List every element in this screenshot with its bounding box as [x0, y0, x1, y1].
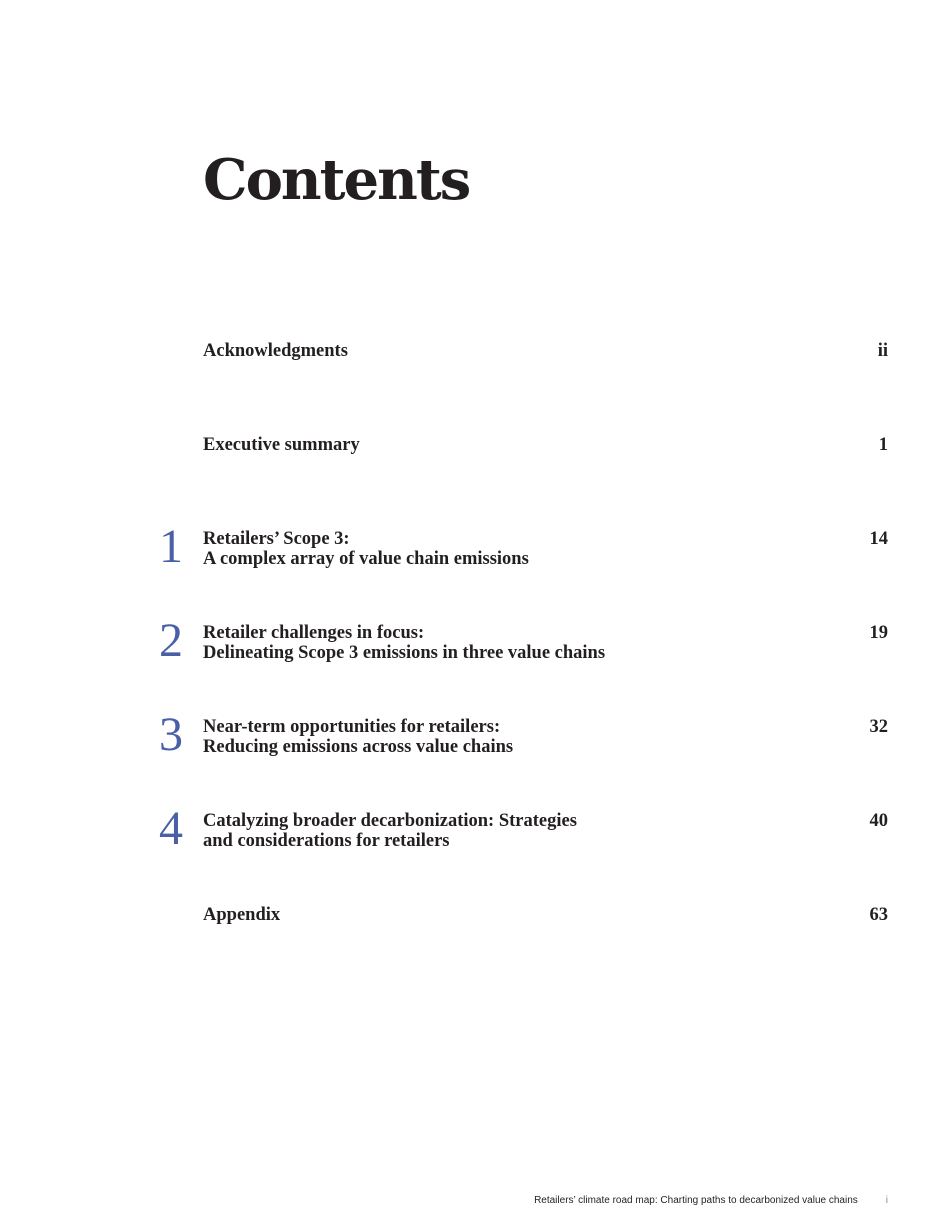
- toc-title-line: Executive summary: [203, 435, 360, 455]
- toc-title: [203, 811, 803, 851]
- toc-page-number: ii: [877, 341, 888, 361]
- toc-title-line: Appendix: [203, 905, 281, 925]
- toc-entry-section-3[interactable]: [0, 708, 950, 777]
- footer-page-number: i: [885, 1195, 888, 1206]
- toc-title-line: Acknowledgments: [203, 341, 348, 361]
- toc-entry-section-4[interactable]: [0, 802, 950, 871]
- toc-page-number: 32: [869, 717, 888, 737]
- toc-section-number: 4: [159, 802, 183, 855]
- toc-page-number: 40: [869, 811, 888, 831]
- toc-title: [203, 341, 803, 361]
- toc-title: [203, 623, 803, 663]
- toc-title: [203, 717, 803, 757]
- toc-page-number: 1: [878, 435, 888, 455]
- toc-section-number: 2: [159, 614, 183, 667]
- toc-section-number: 1: [159, 520, 183, 573]
- toc-title: [203, 905, 803, 925]
- toc-title-line: Reducing emissions across value chains: [203, 737, 514, 757]
- toc-title-line: Retailer challenges in focus:: [203, 623, 425, 643]
- toc-title-line: Near-term opportunities for retailers:: [203, 717, 501, 737]
- toc-page-number: 14: [869, 529, 888, 549]
- page-title: Contents: [203, 147, 470, 213]
- toc-entry-appendix[interactable]: [0, 905, 950, 965]
- toc-page-number: 19: [869, 623, 888, 643]
- page-footer: [534, 1194, 888, 1208]
- toc-title: [203, 435, 803, 455]
- footer-report-title: Retailers’ climate road map: Charting paths to decarbonized value chains: [534, 1195, 858, 1206]
- toc-entry-acknowledgments[interactable]: [0, 341, 950, 401]
- toc-entry-section-2[interactable]: [0, 614, 950, 683]
- toc-title-line: A complex array of value chain emissions: [203, 549, 529, 569]
- toc-entry-section-1[interactable]: [0, 520, 950, 589]
- toc-page-number: 63: [869, 905, 888, 925]
- toc-title-line: Catalyzing broader decarbonization: Strategies: [203, 811, 577, 831]
- toc-title-line: Delineating Scope 3 emissions in three value chains: [203, 643, 606, 663]
- toc-entry-executive-summary[interactable]: [0, 435, 950, 495]
- toc-section-number: 3: [159, 708, 183, 761]
- toc-title: [203, 529, 803, 569]
- toc-title-line: and considerations for retailers: [203, 831, 450, 851]
- toc-title-line: Retailers’ Scope 3:: [203, 529, 350, 549]
